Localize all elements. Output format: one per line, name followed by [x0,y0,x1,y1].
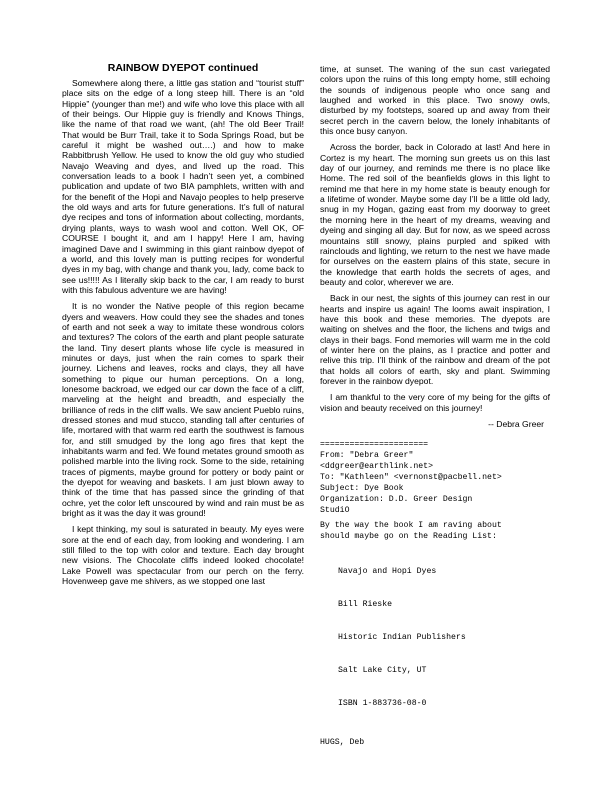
email-divider: ====================== [320,440,429,450]
right-column [320,64,550,748]
email-body-line: By the way the book I am raving about [320,521,502,531]
book-title: Navajo and Hopi Dyes [338,567,437,577]
paragraph: Across the border, back in Colorado at last! And here in Cortez is my heart. The morning sun greets us on this last day of our journey, and reminds me there is no place like Home. The red soil of the beanfields glows in this light to remind me that here in my home state is beauty enough for a lifetime of wonder. Maybe some day I’ll be a little old lady, snug in my Hogan, gazing east from my doorway to greet the morning here in the heart of my dreams, weaving and dyeing and singing all day. But for now, as we speed across mountains still snowy, plains purpled and spiked with rainclouds and lighting, we return to the nest we have made for ourselves on the eastern plains of this state, secure in the knowledge that earth holds the secrets of ages, and beauty and color, wherever we are. [320,142,550,287]
book-reference [320,544,550,731]
left-column [62,62,304,593]
paragraph: Back in our nest, the sights of this journey can rest in our hearts and inspire us again! The looms await inspiration, I have this book and these memories. The dyepots are waiting on shelves and the floor, the lichens and twigs and clays in their bags. Fond memories will warm me in the cold of winter here on the plains, as I practice and potter and relive this trip. I’ll think of the rainbow and dream of the pot that holds all colors of earth, sky and plant. Swimming forever in the rainbow dyepot. [320,293,550,386]
email-block [320,439,550,748]
book-publisher: Historic Indian Publishers [338,633,466,643]
paragraph: I kept thinking, my soul is saturated in beauty. My eyes were sore at the end of each day, from looking and wondering. I am still filled to the top with color and texture. Each day brought new visions. The Chocolate cliffs indeed looked chocolate! Lake Powell was spectacular from our perch on the ferry. Hovenweep gave me shivers, as we stopped one last [62,524,304,587]
paragraph: time, at sunset. The waning of the sun cast variegated colors upon the ruins of this long empty home, still echoing the sounds of indigenous people who once sang and laughed and worked in this place. Two snowy owls, disturbed by my footsteps, soared up and away from their secret perch in the cavern below, the lonely inhabitants of this once busy canyon. [320,64,550,137]
book-location: Salt Lake City, UT [338,666,427,676]
book-isbn: ISBN 1-883736-08-0 [338,699,427,709]
paragraph: Somewhere along there, a little gas station and “tourist stuff” place sits on the edge of a long steep hill. There is an “old Hippie” (younger than me!) and wife who love this place with all of their beings. Our Hippie guy is friendly and Knows Things, like the name of that road we want, (ah! The old Beer Trail! That would be Burr Trail, take it to Soda Springs Road, but be careful it might be washed out….) and how to make Rabbitbrush Yellow. He used to know the old guy who studied Navajo Weaving and dyes, and lived up the road. This conversation leads to a book I hadn’t seen yet, a combined publication and update of two BIA pamphlets, written with and for the benefit of the Hopi and Navajo peoples to help preserve the old ways and arts for future generations. It’s full of natural dye recipes and tons of information about collecting, mordants, drying plants, ways to wash wool and cotton. Well OK, OF COURSE I bought it, and am I happy! Here I am, having imagined Dave and I swimming in this giant rainbow dyepot of a world, and this lovely man is putting recipes for wonderful dyes in my bag, with change and thank you, lady, come back to see us!!!!! As I literally skip back to the car, I am ready to burst with this fabulous adventure we are having! [62,78,304,295]
book-author: Bill Rieske [338,600,393,610]
email-closing: HUGS, Deb [320,738,365,748]
email-organization-cont: StudiO [320,506,350,516]
paragraph: It is no wonder the Native people of this region became dyers and weavers. How could they see the shades and tones of earth and not seek a way to imitate these wondrous colors and textures? The colors of the earth and plant people saturate the land. Tiny desert plants whose life cycle is measured in minutes or days, just when the rain comes to spark their journey. Lichens and leaves, rocks and clays, they all have something to pique our human perceptions. On a long, lonesome backroad, we edged our car down the face of a cliff, marveling at the height and breadth, and especially the brilliance of reds in the cliff walls. We saw ancient Pueblo ruins, dressed stones and mud stucco, standing tall after centuries of life, mortared with that warm red earth the southwest is famous for, and still smudged by the long ago fires that kept the inhabitants warm and fed. We found metates ground smooth as polished marble into the living rock. Some to the side, retaining traces of pigments, maybe ground for pottery or body paint or the dyepot for weaving and baskets. I am just blown away to think of the time that has passed since the grinding of that ochre, yet the color left unscoured by wind and rain must be as bright as it was the day it was ground! [62,301,304,519]
paragraph: I am thankful to the very core of my being for the gifts of vision and beauty received on this journey! [320,392,550,413]
email-body-line: should maybe go on the Reading List: [320,532,497,542]
email-from: From: "Debra Greer" [320,451,414,461]
email-organization: Organization: D.D. Greer Design [320,495,473,505]
email-from-address: <ddgreer@earthlink.net> [320,462,434,472]
email-subject: Subject: Dye Book [320,484,404,494]
signature: -- Debra Greer [488,419,544,429]
email-to: To: "Kathleen" <vernonst@pacbell.net> [320,473,502,483]
article-title: RAINBOW DYEPOT continued [107,62,259,74]
